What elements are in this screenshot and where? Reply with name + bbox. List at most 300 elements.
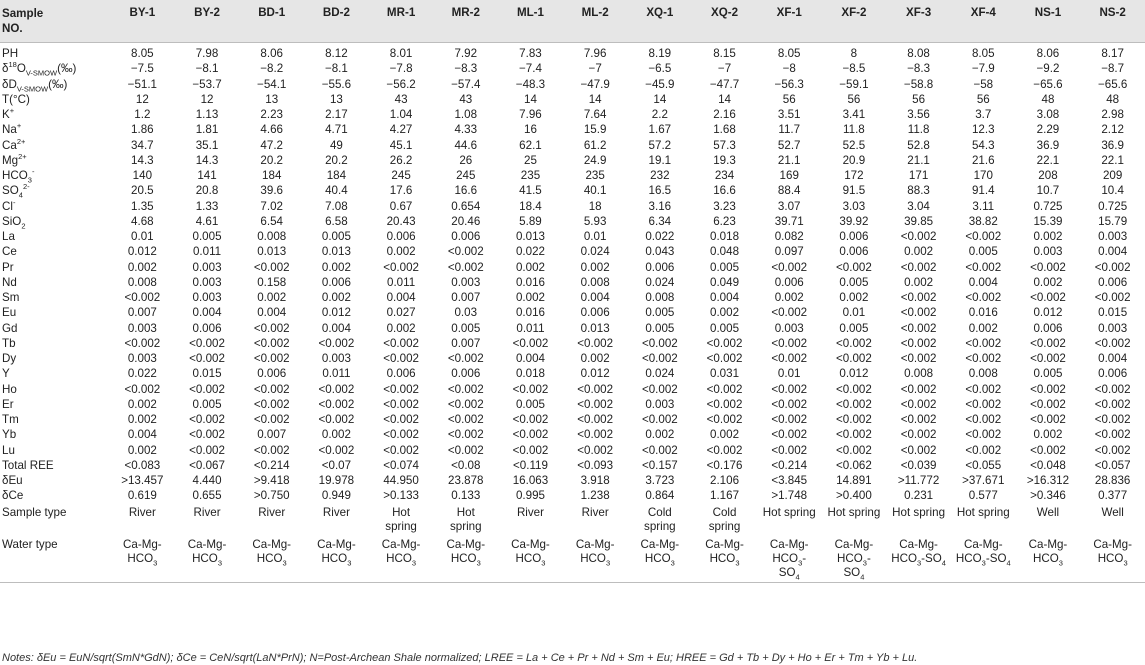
row-label: PH (2, 47, 19, 60)
table-cell: 0.031 (710, 367, 740, 381)
table-cell: 3.07 (777, 199, 801, 213)
table-cell: 88.4 (777, 184, 801, 198)
table-cell: −7.9 (971, 62, 995, 76)
table-cell: 88.3 (907, 184, 930, 198)
table-cell: <0.002 (836, 397, 872, 411)
table-cell: <0.002 (900, 352, 937, 365)
table-cell: 0.007 (451, 291, 481, 304)
header-sample-ml-2: ML-2 (563, 0, 628, 43)
table-cell: 0.005 (645, 321, 675, 335)
table-cell: 0.005 (839, 275, 869, 289)
table-cell: <0.002 (836, 336, 872, 350)
row-label: T(°C) (2, 92, 30, 106)
table-cell: 54.3 (971, 138, 995, 152)
table-cell: 0.655 (192, 489, 222, 503)
table-cell: 16.6 (454, 184, 478, 198)
table-cell: 2.12 (1101, 123, 1124, 137)
table-cell: 8.01 (389, 47, 413, 60)
table-cell: <0.002 (512, 413, 549, 426)
table-cell: 0.006 (580, 306, 610, 320)
table-cell: 6.58 (325, 214, 348, 228)
table-cell: 0.004 (321, 321, 351, 335)
table-cell: <0.093 (577, 458, 614, 472)
table-cell: 8.05 (971, 47, 995, 60)
table-cell: 0.008 (580, 275, 610, 289)
table-row (0, 92, 1145, 107)
table-cell: 8.06 (1036, 47, 1060, 60)
table-cell: <0.002 (1094, 428, 1131, 442)
table-cell: 0.018 (515, 367, 545, 381)
table-cell: >0.750 (253, 489, 290, 503)
table-cell: −58.8 (903, 77, 934, 91)
table-cell: 0.006 (386, 230, 416, 243)
header-sample-xf-2: XF-2 (822, 0, 887, 43)
table-cell: <0.002 (253, 443, 290, 457)
sample-type-cell: River (258, 505, 286, 519)
table-cell: 209 (1102, 169, 1123, 182)
table-cell: <0.002 (1094, 336, 1131, 350)
table-cell: 0.005 (968, 245, 998, 259)
table-row (0, 77, 1145, 92)
table-cell: 208 (1038, 169, 1058, 182)
table-cell: <0.002 (1030, 352, 1066, 365)
table-cell: 2.106 (710, 474, 740, 487)
table-cell: 14.3 (131, 153, 154, 167)
sample-type-cell: River (516, 505, 544, 519)
sample-type-cell: Hot spring (892, 505, 946, 519)
row-label: Pr (2, 260, 14, 274)
table-cell: <0.002 (836, 413, 872, 426)
table-cell: 170 (973, 169, 993, 182)
table-cell: <0.002 (836, 428, 872, 442)
table-cell: <0.002 (512, 382, 549, 396)
table-cell: 0.013 (321, 245, 351, 259)
table-cell: <0.002 (577, 336, 614, 350)
table-cell: <0.002 (253, 413, 290, 426)
header-sample-xq-2: XQ-2 (692, 0, 757, 43)
header-sample-by-2: BY-2 (175, 0, 240, 43)
table-cell: 1.67 (648, 123, 672, 137)
table-cell: 0.024 (580, 245, 610, 259)
table-cell: 43 (394, 92, 408, 106)
sample-type-cell: Well (1036, 505, 1060, 519)
sample-type-cell: River (128, 505, 156, 519)
table-cell: >0.346 (1030, 489, 1066, 503)
table-cell: <0.002 (900, 291, 937, 304)
table-cell: 1.81 (195, 123, 219, 137)
table-cell: 4.71 (325, 123, 348, 137)
table-cell: 0.008 (127, 275, 157, 289)
table-cell: 56 (847, 92, 861, 106)
table-cell: 235 (520, 169, 541, 182)
row-label: $HCO_3^-$ (2, 167, 35, 185)
header-sample-xf-4: XF-4 (951, 0, 1016, 43)
table-row (0, 229, 1145, 244)
table-cell: 1.35 (131, 199, 154, 213)
table-cell: 0.002 (386, 321, 416, 335)
table-cell: 0.003 (1098, 321, 1128, 335)
table-cell: <0.002 (253, 397, 290, 411)
table-cell: 0.006 (321, 275, 351, 289)
table-cell: −9.2 (1036, 62, 1060, 76)
table-cell: 0.043 (645, 245, 675, 259)
table-cell: <0.002 (124, 336, 161, 350)
table-cell: 0.022 (515, 245, 545, 259)
sample-type-cell: Hot spring (449, 505, 482, 533)
table-cell: 0.007 (257, 428, 287, 442)
table-cell: 0.007 (451, 336, 481, 350)
table-cell: 23.878 (448, 474, 484, 487)
header-sample-bd-1: BD-1 (239, 0, 304, 43)
table-cell: 0.725 (1098, 199, 1128, 213)
table-cell: 0.006 (1098, 367, 1128, 381)
water-type-cell: Ca-Mg- $HCO_3$ (1080, 536, 1145, 583)
table-cell: <0.002 (965, 336, 1002, 350)
row-label: Cl- (2, 197, 16, 213)
table-cell: >11.772 (897, 474, 940, 487)
table-cell: 36.9 (1101, 138, 1124, 152)
table-cell: 5.93 (583, 214, 607, 228)
sample-type-cell: Well (1101, 505, 1124, 519)
table-cell: 21.1 (907, 153, 930, 167)
table-cell: <0.002 (189, 336, 225, 350)
table-cell: 0.654 (451, 199, 481, 213)
table-cell: 5.89 (519, 214, 542, 228)
table-cell: 0.002 (321, 260, 351, 274)
table-cell: −65.6 (1097, 77, 1128, 91)
table-cell: <0.07 (321, 458, 352, 472)
table-cell: <0.002 (1030, 443, 1066, 457)
table-cell: 0.004 (127, 428, 157, 442)
table-cell: 6.54 (260, 214, 283, 228)
table-cell: −53.7 (192, 77, 222, 91)
table-cell: 24.9 (583, 153, 607, 167)
table-cell: 0.158 (257, 275, 287, 289)
table-cell: <0.055 (965, 458, 1002, 472)
table-cell: <0.002 (965, 230, 1002, 243)
table-cell: 0.011 (387, 275, 416, 289)
table-cell: <0.002 (965, 291, 1002, 304)
table-cell: 15.9 (583, 123, 607, 137)
table-cell: 40.4 (325, 184, 348, 198)
table-cell: 18.4 (519, 199, 542, 213)
table-cell: <0.083 (124, 458, 161, 472)
table-cell: 0.013 (257, 245, 287, 259)
table-row (0, 43, 1145, 62)
table-cell: 0.011 (516, 321, 545, 335)
table-row (0, 107, 1145, 122)
table-cell: −8.1 (324, 62, 348, 76)
table-cell: 2.29 (1036, 123, 1060, 137)
table-cell: 91.5 (842, 184, 866, 198)
table-notes: Notes: δEu = EuN/sqrt(SmN*GdN); δCe = CeN/sqrt(LaN*PrN); N=Post-Archean Shale normalized; LREE = La + Ce + Pr + Nd + Sm + Eu; HREE = Gd + Tb + Dy + Ho + Er + Tm + Yb + Lu. (2, 652, 918, 664)
table-cell: 0.002 (321, 428, 351, 442)
table-cell: <0.002 (577, 397, 614, 411)
table-cell: <0.002 (318, 397, 355, 411)
table-cell: <0.002 (189, 428, 225, 442)
table-body (0, 43, 1145, 583)
table-cell: 0.002 (904, 245, 934, 259)
table-cell: 44.950 (383, 474, 419, 487)
table-cell: 0.024 (645, 367, 675, 381)
table-cell: 0.012 (321, 306, 351, 320)
table-cell: 0.008 (645, 291, 675, 304)
table-cell: <0.002 (189, 443, 225, 457)
table-cell: 1.08 (454, 108, 478, 121)
table-cell: 0.03 (454, 306, 478, 320)
row-label: Total REE (2, 458, 54, 472)
table-cell: −56.2 (386, 77, 416, 91)
table-cell: 0.619 (127, 489, 157, 503)
table-cell: <0.002 (706, 443, 743, 457)
table-cell: 0.002 (710, 306, 740, 320)
table-cell: <0.002 (706, 352, 743, 365)
water-type-cell: Ca-Mg- $HCO_3$ (304, 536, 369, 583)
table-cell: 56 (912, 92, 926, 106)
table-cell: <0.002 (900, 230, 937, 243)
table-cell: 7.64 (583, 108, 607, 121)
header-sample-mr-1: MR-1 (369, 0, 434, 43)
table-cell: 25 (524, 153, 537, 167)
table-cell: −45.9 (645, 77, 675, 91)
table-cell: 14 (653, 92, 667, 106)
table-cell: 14 (588, 92, 602, 106)
table-cell: 2.23 (260, 108, 283, 121)
table-cell: <0.002 (253, 352, 290, 365)
table-cell: 0.577 (968, 489, 998, 503)
table-cell: 0.002 (580, 352, 610, 365)
table-cell: 52.5 (842, 138, 866, 152)
table-cell: <0.002 (706, 413, 743, 426)
water-type-cell: Ca-Mg- $HCO_3$ (239, 536, 304, 583)
table-cell: 0.864 (645, 489, 675, 503)
row-label: $Mg^{2+}$ (2, 151, 27, 167)
table-cell: 0.005 (1033, 367, 1063, 381)
table-cell: 0.005 (839, 321, 869, 335)
table-cell: −47.9 (580, 77, 610, 91)
table-cell: <0.002 (641, 352, 678, 365)
table-cell: <0.002 (965, 443, 1002, 457)
table-cell: 0.013 (515, 230, 545, 243)
table-cell: <0.002 (383, 382, 419, 396)
table-cell: 19.978 (318, 474, 355, 487)
table-cell: 232 (650, 169, 670, 182)
table-cell: 2.16 (713, 108, 736, 121)
table-cell: 3.16 (648, 199, 672, 213)
sample-type-cell: Hot spring (762, 505, 816, 519)
table-cell: 0.049 (710, 275, 740, 289)
table-cell: 0.002 (645, 428, 675, 442)
table-cell: 39.85 (904, 214, 934, 228)
table-cell: 0.002 (386, 245, 416, 259)
table-cell: 0.002 (580, 260, 610, 274)
table-cell: 57.2 (648, 138, 672, 152)
table-cell: <0.002 (900, 443, 937, 457)
table-row (0, 473, 1145, 488)
table-cell: <0.057 (1094, 458, 1131, 472)
table-cell: 0.012 (580, 367, 610, 381)
table-cell: −8.3 (454, 62, 478, 76)
row-label: Yb (2, 428, 17, 442)
water-type-cell: Ca-Mg- $HCO_3-SO_4$ (951, 536, 1016, 583)
table-cell: <0.002 (124, 382, 161, 396)
table-cell: 6.34 (648, 214, 672, 228)
table-cell: 1.2 (134, 108, 151, 121)
table-cell: <0.002 (836, 382, 872, 396)
row-label: $SO_4^{2-}$ (2, 182, 30, 200)
table-row (0, 290, 1145, 305)
table-cell: −59.1 (839, 77, 869, 91)
table-row (0, 443, 1145, 458)
table-row (0, 382, 1145, 397)
table-cell: −7.5 (130, 62, 154, 76)
table-cell: <0.002 (771, 413, 808, 426)
table-cell: 0.002 (1033, 428, 1063, 442)
table-cell: 0.006 (1098, 275, 1128, 289)
water-type-cell: Ca-Mg- $HCO_3$ (498, 536, 563, 583)
table-cell: 0.231 (904, 489, 934, 503)
table-cell: <0.002 (900, 306, 937, 320)
table-cell: <0.002 (447, 428, 484, 442)
table-cell: −51.1 (127, 77, 158, 91)
table-cell: −54.1 (257, 77, 287, 91)
table-cell: <0.002 (965, 260, 1002, 274)
table-cell: 0.012 (839, 367, 869, 381)
table-cell: <0.002 (1094, 443, 1131, 457)
row-label: Sample type (2, 505, 67, 519)
table-cell: <0.002 (900, 260, 937, 274)
table-cell: <0.002 (447, 260, 484, 274)
table-cell: 7.96 (583, 47, 607, 60)
table-row (0, 61, 1145, 76)
table-cell: <0.002 (965, 428, 1002, 442)
table-cell: <0.119 (513, 458, 548, 472)
table-cell: <0.002 (253, 321, 290, 335)
table-cell: >1.748 (771, 489, 808, 503)
sample-type-row (0, 504, 1145, 536)
table-cell: <0.002 (1094, 382, 1131, 396)
table-row (0, 397, 1145, 412)
table-cell: 0.002 (1033, 230, 1063, 243)
table-cell: 0.949 (321, 489, 351, 503)
table-cell: −7.4 (519, 62, 542, 76)
table-cell: 12 (135, 92, 149, 106)
table-cell: 8.19 (648, 47, 672, 60)
table-cell: 12 (200, 92, 214, 106)
table-cell: <0.002 (383, 352, 419, 365)
table-row (0, 351, 1145, 366)
table-cell: 1.68 (713, 123, 736, 137)
header-sample-xf-3: XF-3 (886, 0, 951, 43)
table-cell: 22.1 (1036, 153, 1060, 167)
table-cell: 0.002 (257, 291, 287, 304)
table-cell: 184 (326, 169, 347, 182)
sample-type-cell: Cold spring (708, 505, 741, 533)
water-type-cell: Ca-Mg- $HCO_3$ (369, 536, 434, 583)
table-cell: 3.23 (713, 199, 736, 213)
table-cell: <0.002 (1094, 413, 1131, 426)
row-label: $Ca^{2+}$ (2, 136, 26, 152)
table-cell: 26 (459, 153, 473, 167)
table-cell: 0.004 (257, 306, 287, 320)
table-cell: 11.8 (843, 123, 865, 137)
table-cell: <0.062 (836, 458, 872, 472)
row-label: Sm (2, 291, 20, 304)
table-cell: <0.002 (383, 413, 419, 426)
table-cell: <0.002 (900, 382, 937, 396)
table-cell: <0.002 (318, 336, 355, 350)
table-cell: 0.002 (968, 321, 998, 335)
table-cell: <0.002 (900, 428, 937, 442)
table-row (0, 168, 1145, 183)
table-cell: 0.002 (515, 291, 545, 304)
table-row (0, 244, 1145, 259)
table-cell: 8.12 (325, 47, 348, 60)
table-cell: 0.018 (710, 230, 740, 243)
table-cell: 0.015 (1098, 306, 1128, 320)
table-cell: >37.671 (962, 474, 1005, 487)
table-cell: 0.002 (839, 291, 869, 304)
table-cell: <0.002 (641, 336, 678, 350)
table-cell: 171 (908, 169, 929, 182)
table-cell: <0.002 (1030, 291, 1066, 304)
table-cell: −8.7 (1101, 62, 1125, 76)
table-cell: 0.006 (451, 367, 481, 381)
table-cell: 28.836 (1094, 474, 1131, 487)
row-label: Tm (2, 413, 19, 426)
water-type-cell: Ca-Mg- $HCO_3-SO_4$ (886, 536, 951, 583)
table-cell: 19.3 (713, 153, 736, 167)
table-cell: 47.2 (260, 138, 283, 152)
table-cell: 0.003 (321, 352, 351, 365)
header-row (0, 0, 1145, 43)
sample-type-cell: River (193, 505, 221, 519)
table-cell: −8 (782, 62, 796, 76)
header-sample-ns-2: NS-2 (1080, 0, 1145, 43)
table-cell: 1.86 (131, 123, 154, 137)
table-cell: 3.7 (975, 108, 992, 121)
table-cell: 45.1 (389, 138, 413, 152)
table-cell: <0.002 (965, 397, 1002, 411)
table-cell: 0.005 (321, 230, 351, 243)
table-cell: 22.1 (1101, 153, 1124, 167)
table-cell: <0.002 (641, 443, 678, 457)
table-cell: 0.022 (127, 367, 157, 381)
table-cell: 15.39 (1033, 214, 1063, 228)
table-cell: 16 (524, 123, 537, 137)
table-cell: 49 (329, 138, 343, 152)
table-cell: 141 (197, 169, 217, 182)
row-label: K+ (2, 106, 15, 121)
table-cell: 0.006 (1033, 321, 1063, 335)
table-cell: 169 (779, 169, 799, 182)
table-cell: <0.002 (900, 413, 937, 426)
header-sample-ns-1: NS-1 (1016, 0, 1081, 43)
table-cell: 7.83 (519, 47, 542, 60)
table-cell: <3.845 (771, 474, 808, 487)
table-cell: 1.04 (389, 108, 413, 121)
table-cell: <0.002 (836, 443, 872, 457)
table-cell: <0.002 (189, 352, 225, 365)
sample-type-cell: Hot spring (385, 505, 417, 533)
sample-type-cell: River (581, 505, 609, 519)
table-cell: 1.167 (710, 489, 740, 503)
table-cell: 7.02 (260, 199, 283, 213)
table-cell: 0.016 (515, 275, 545, 289)
table-cell: 48 (1106, 92, 1120, 106)
table-cell: 0.003 (192, 260, 222, 274)
table-row (0, 488, 1145, 503)
